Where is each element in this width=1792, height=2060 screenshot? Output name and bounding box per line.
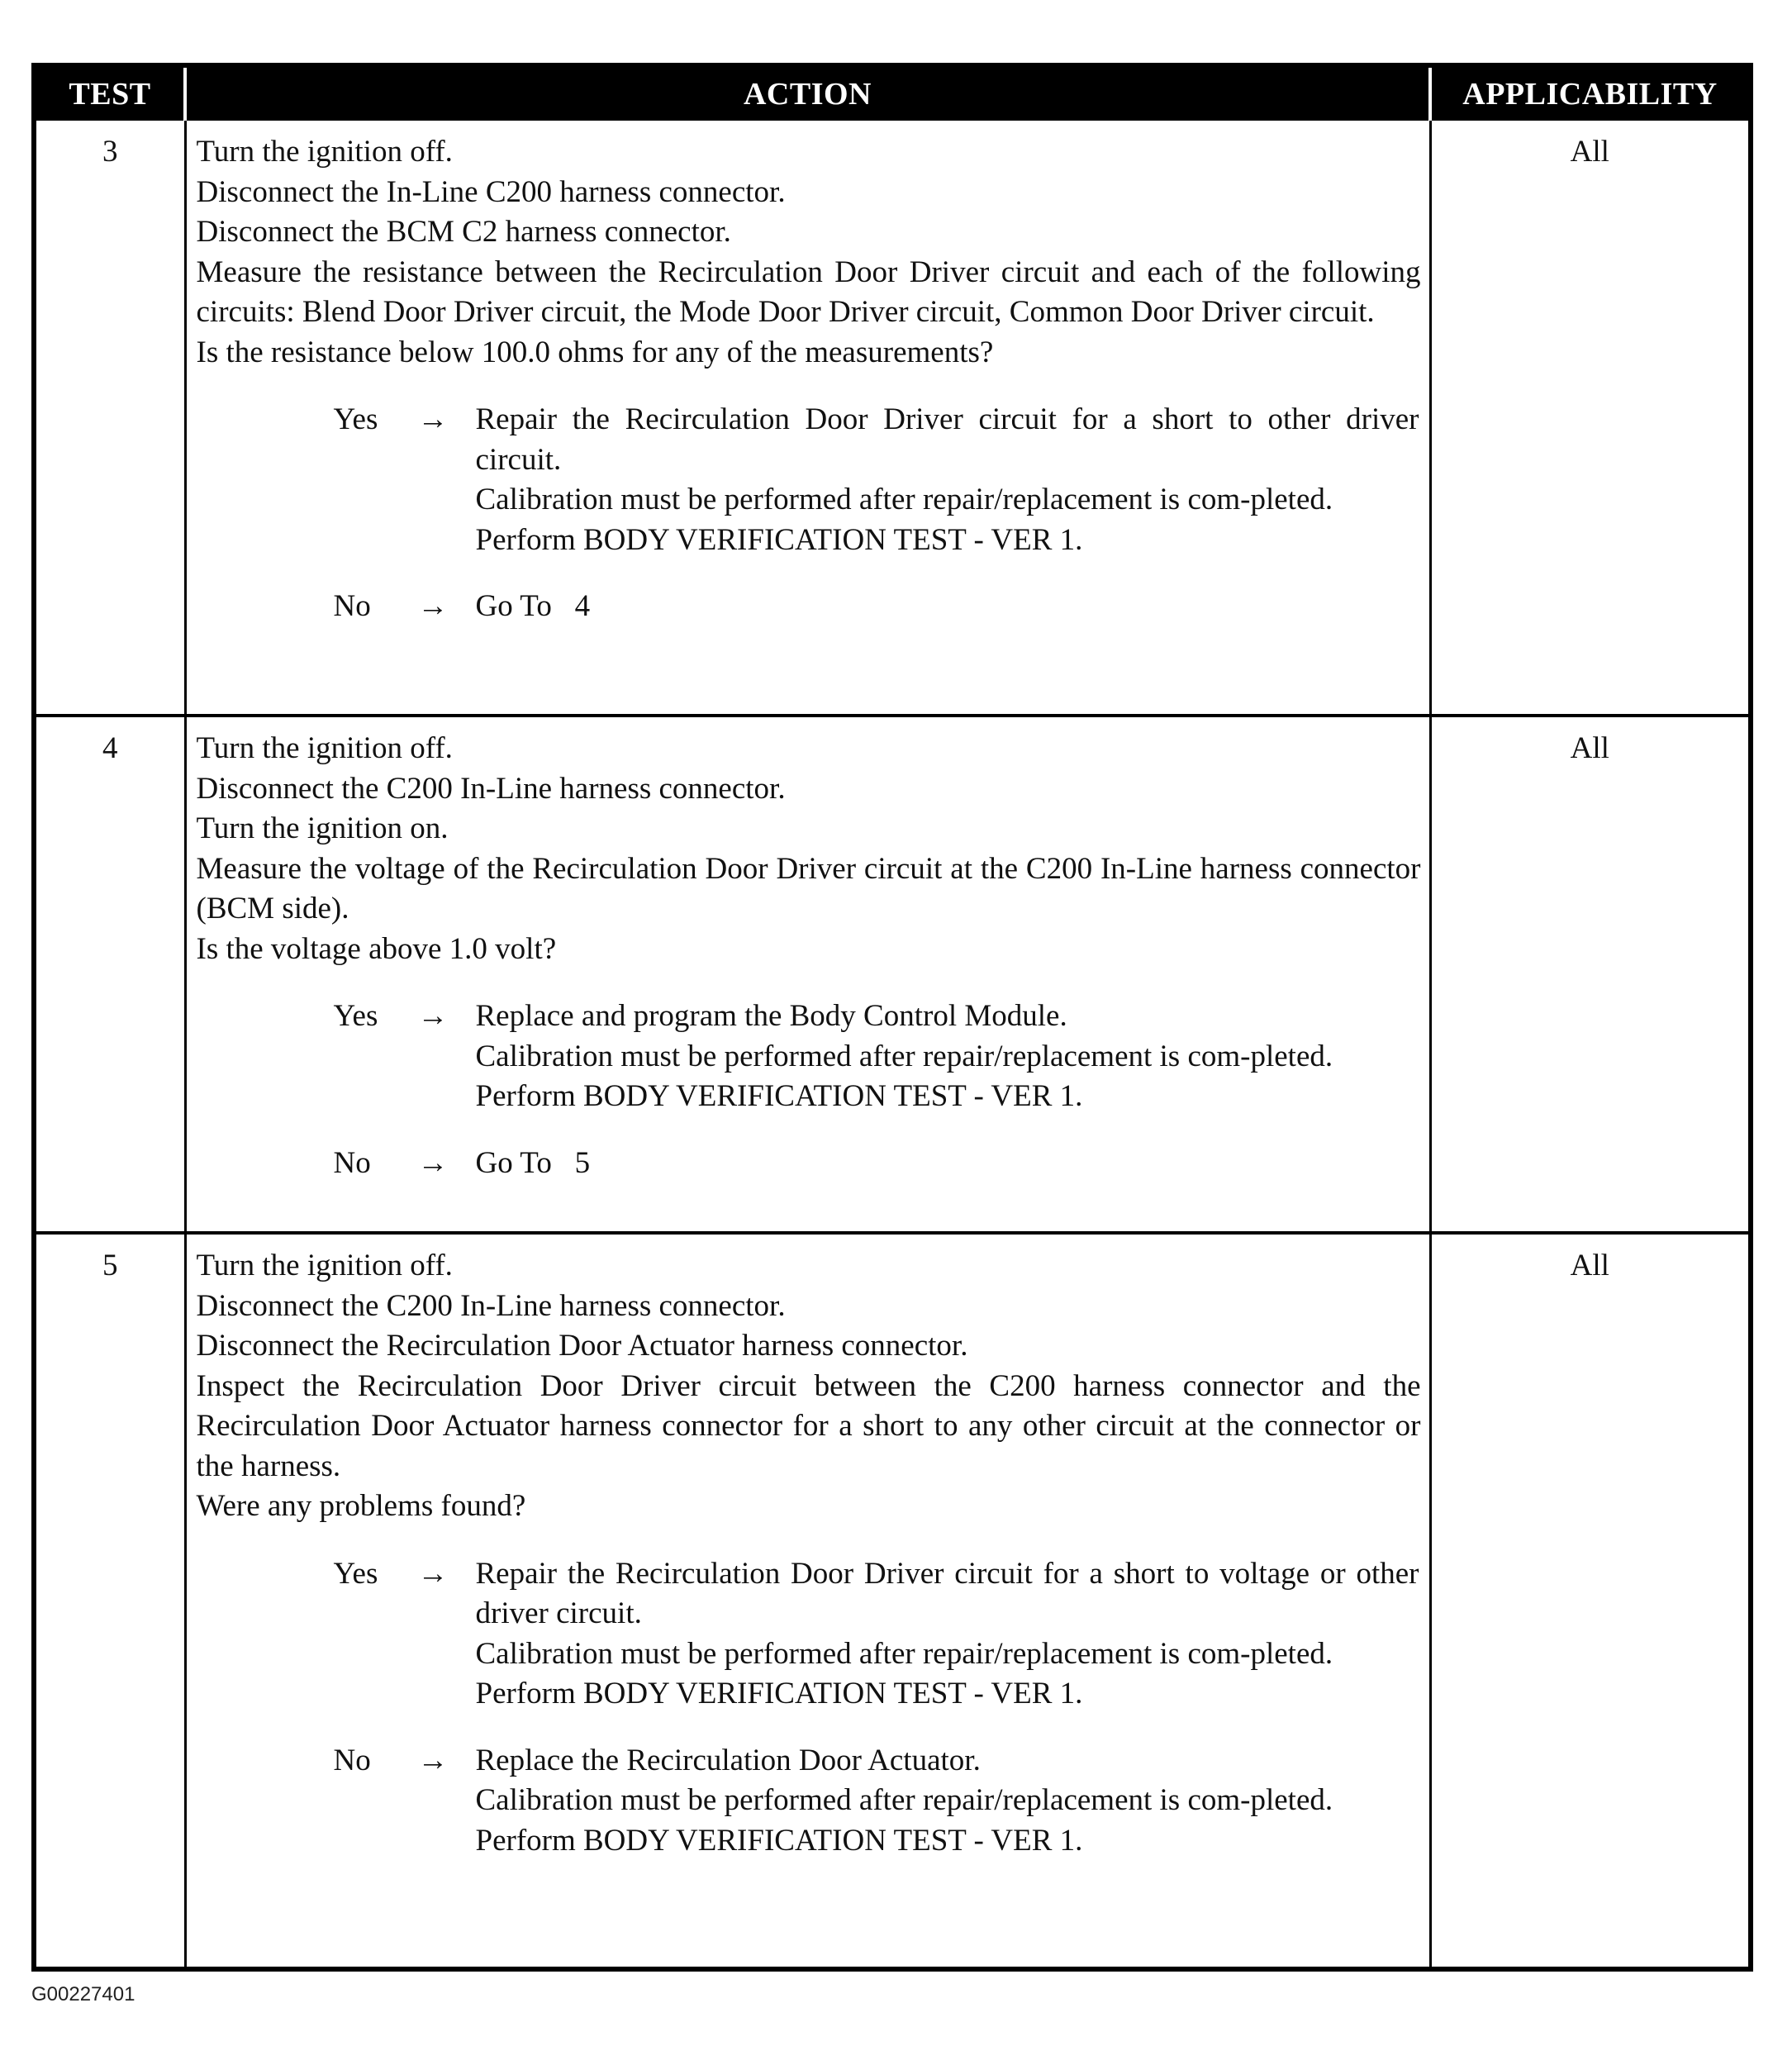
yes-outcome (197, 1554, 1421, 1715)
yes-outcome (197, 400, 1421, 560)
outcome-line: Calibration must be performed after repair/replacement is com-pleted. (475, 1636, 1333, 1671)
action-step: Disconnect the BCM C2 harness connector. (196, 215, 731, 249)
action-step: Turn the ignition on. (196, 811, 449, 845)
no-outcome (197, 1741, 1421, 1862)
action-step: Were any problems found? (196, 1489, 526, 1523)
action-cell (185, 1233, 1430, 1967)
yes-outcome (197, 997, 1421, 1117)
test-number: 4 (36, 716, 185, 1233)
right-arrow-icon: → (417, 1556, 449, 1591)
table-row (36, 121, 1748, 716)
outcome-line: Perform BODY VERIFICATION TEST - VER 1. (475, 1823, 1083, 1858)
right-arrow-icon: → (417, 1145, 449, 1180)
table-row (36, 716, 1748, 1233)
right-arrow-icon: → (417, 402, 449, 436)
action-step: Disconnect the In-Line C200 harness connector. (196, 174, 786, 209)
figure-code: G00227401 (31, 1983, 135, 2005)
outcome-line: Repair the Recirculation Door Driver circuit for a short to other driver circuit. (475, 402, 1419, 477)
outcome-body (476, 587, 1421, 627)
action-step: Measure the resistance between the Recirculation Door Driver circuit and each of the following circuits: Blend Door Driver circuit, the Mode Door Driver circuit, Common Door Driver circuit. (196, 255, 1421, 329)
action-step: Is the resistance below 100.0 ohms for any of the measurements? (196, 335, 994, 369)
header-test: TEST (36, 68, 185, 121)
applicability-value: All (1430, 121, 1748, 716)
right-arrow-icon: → (417, 1743, 449, 1777)
action-step: Is the voltage above 1.0 volt? (196, 931, 557, 966)
outcome-body (476, 1144, 1421, 1184)
header-action: ACTION (185, 68, 1430, 121)
procedure-table-frame (31, 63, 1753, 1972)
outcome-line: Go To 4 (475, 589, 591, 623)
right-arrow-icon: → (417, 999, 449, 1033)
no-outcome (197, 587, 1421, 627)
header-applicability: APPLICABILITY (1430, 68, 1748, 121)
right-arrow-icon: → (417, 589, 449, 623)
action-cell (185, 121, 1430, 716)
outcome-line: Calibration must be performed after repair/replacement is com-pleted. (475, 1039, 1333, 1073)
outcome-line: Replace and program the Body Control Module. (475, 999, 1067, 1033)
outcome-line: Perform BODY VERIFICATION TEST - VER 1. (475, 522, 1083, 557)
yes-label: Yes (333, 402, 378, 436)
no-label: No (333, 589, 371, 623)
action-cell (185, 716, 1430, 1233)
test-number: 5 (36, 1233, 185, 1967)
applicability-value: All (1430, 1233, 1748, 1967)
action-step: Disconnect the C200 In-Line harness connector. (196, 1288, 786, 1323)
yes-label: Yes (333, 1556, 378, 1591)
table-row (36, 1233, 1748, 1967)
outcome-line: Perform BODY VERIFICATION TEST - VER 1. (475, 1079, 1083, 1113)
action-step: Disconnect the Recirculation Door Actuator harness connector. (196, 1329, 968, 1363)
diagnostic-procedure-table (36, 68, 1748, 1967)
outcome-line: Repair the Recirculation Door Driver circuit for a short to voltage or other driver circuit. (475, 1556, 1419, 1630)
action-step: Turn the ignition off. (196, 731, 453, 765)
action-step: Disconnect the C200 In-Line harness connector. (196, 771, 786, 806)
action-step: Inspect the Recirculation Door Driver circuit between the C200 harness connector and the Recirculation Door Actuator harness connector for a short to any other circuit at the connector or the harness. (196, 1368, 1421, 1483)
outcome-line: Calibration must be performed after repair/replacement is com-pleted. (475, 1783, 1333, 1817)
outcome-body (476, 997, 1421, 1117)
no-label: No (333, 1145, 371, 1180)
test-number: 3 (102, 135, 118, 169)
no-label: No (333, 1743, 371, 1777)
yes-label: Yes (333, 999, 378, 1033)
outcome-line: Replace the Recirculation Door Actuator. (475, 1743, 981, 1777)
action-step: Measure the voltage of the Recirculation Door Driver circuit at the C200 In-Line harness connector (BCM side). (196, 851, 1421, 925)
outcome-body (476, 400, 1421, 560)
outcome-line: Perform BODY VERIFICATION TEST - VER 1. (475, 1677, 1083, 1710)
outcome-line: Calibration must be performed after repair/replacement is com-pleted. (475, 483, 1333, 516)
outcome-body (476, 1554, 1421, 1715)
outcome-line: Go To 5 (475, 1145, 591, 1180)
outcome-body (476, 1741, 1421, 1862)
table-header-row (36, 68, 1748, 121)
applicability-value: All (1430, 716, 1748, 1233)
no-outcome (197, 1144, 1421, 1184)
action-step: Turn the ignition off. (196, 135, 453, 169)
action-step: Turn the ignition off. (196, 1249, 453, 1282)
